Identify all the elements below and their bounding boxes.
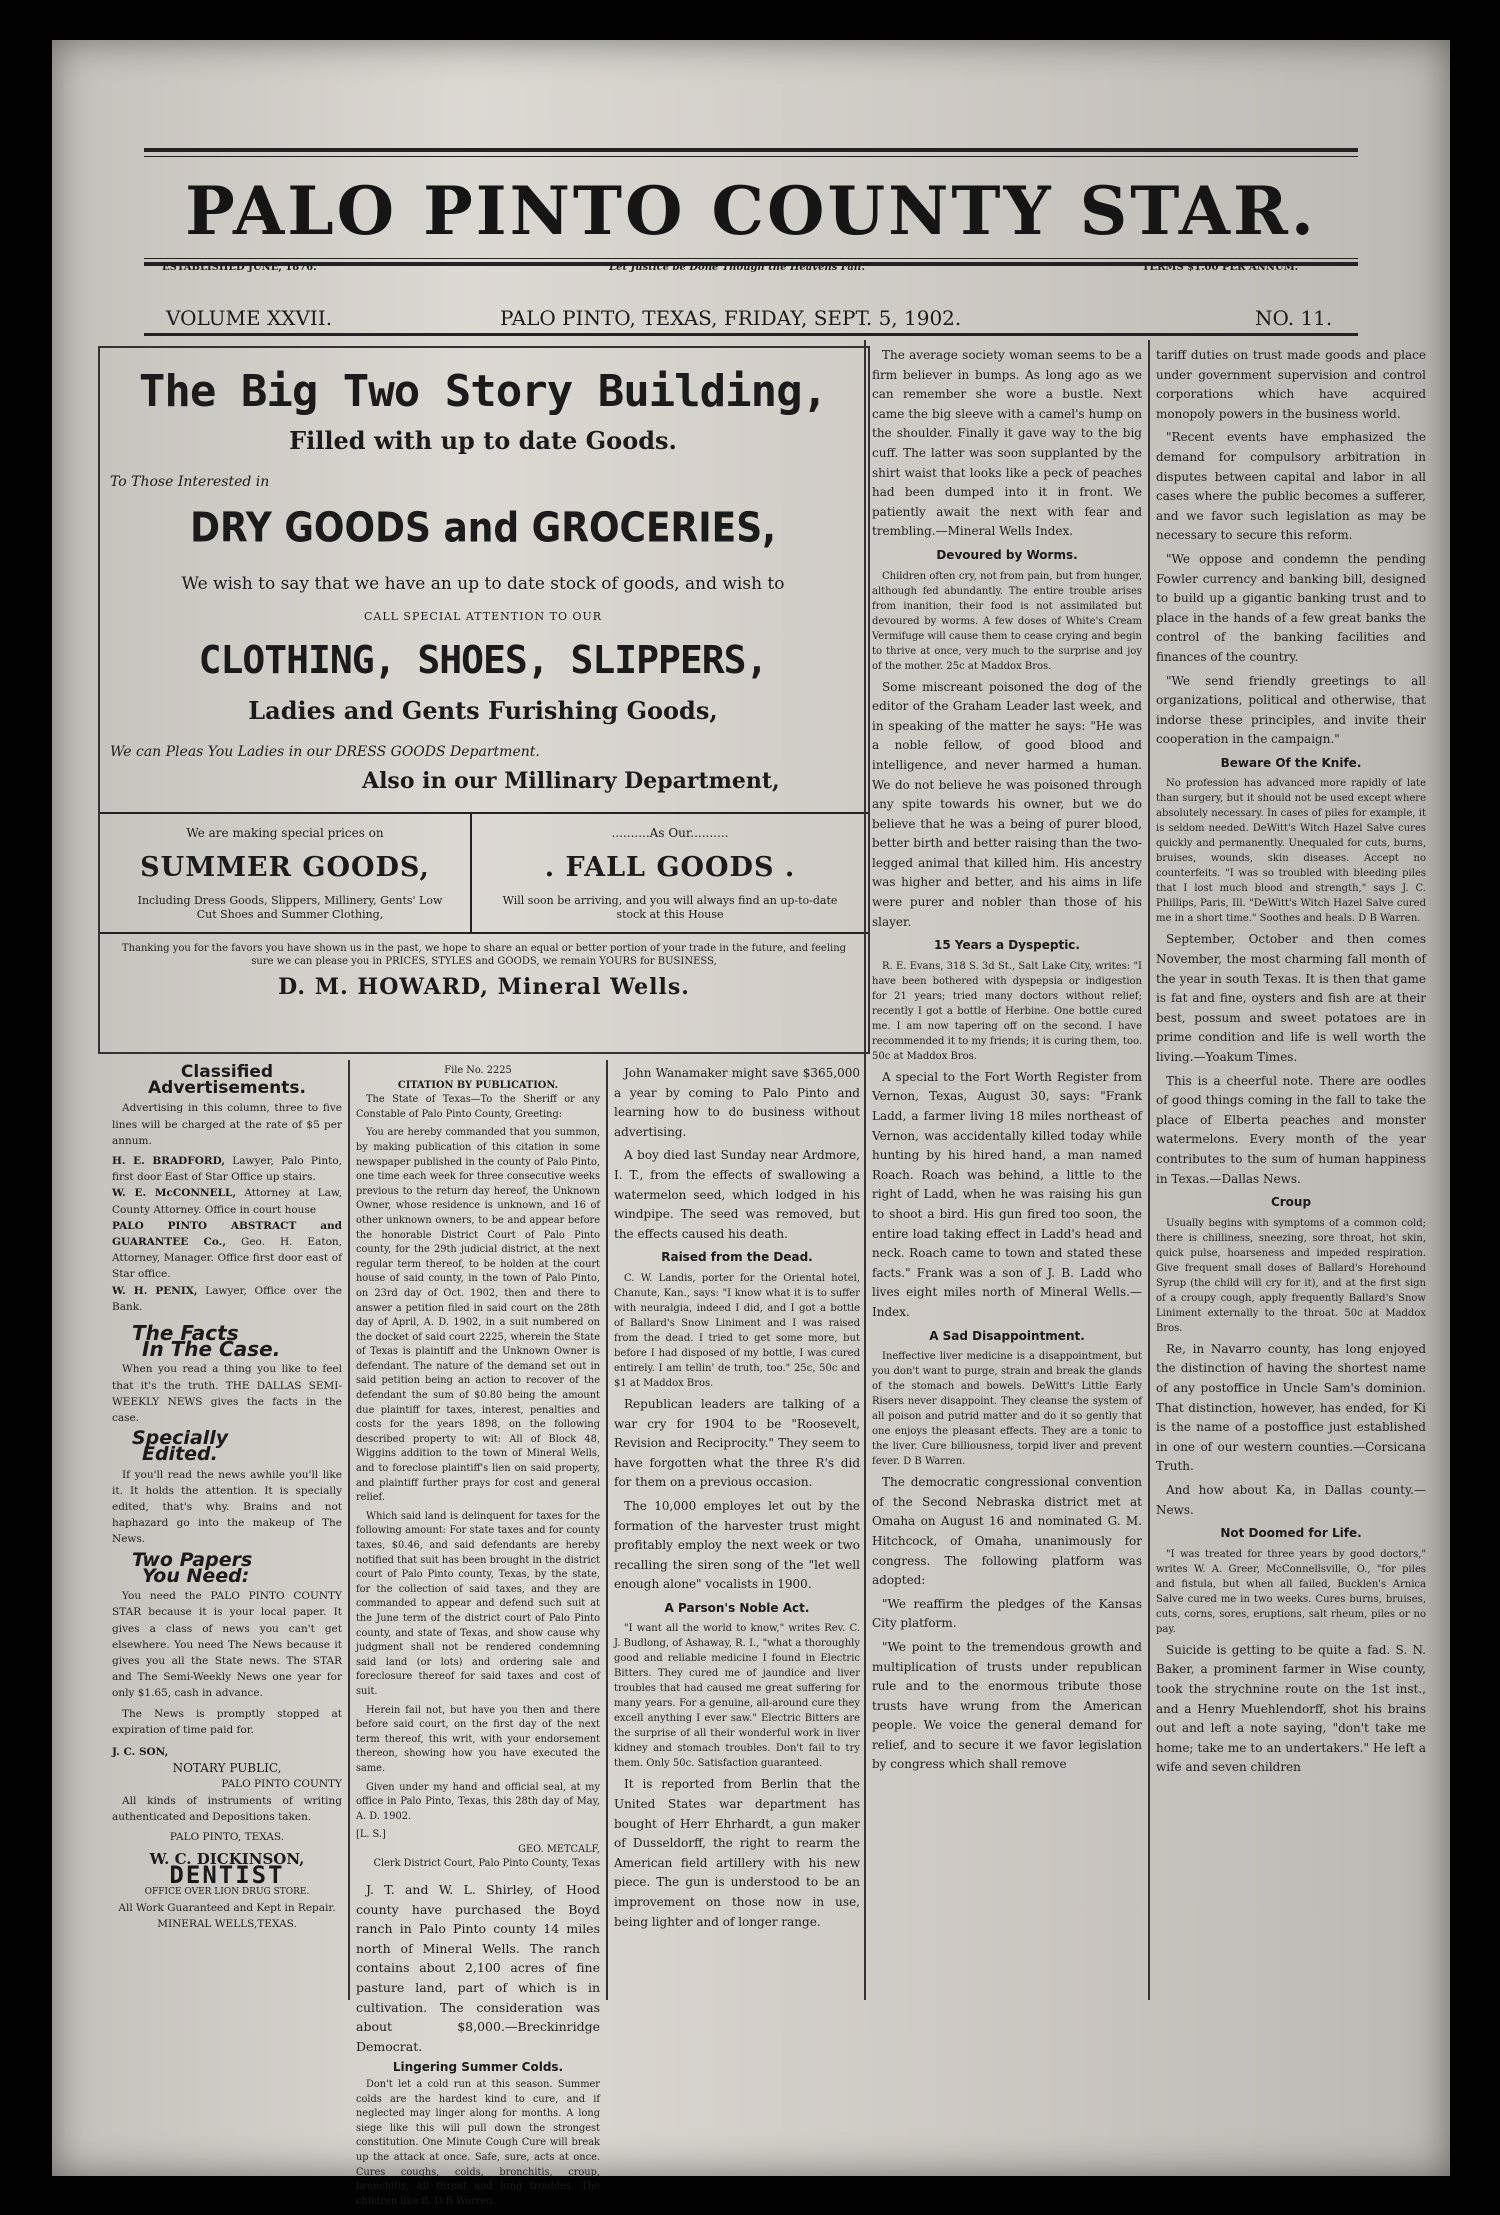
column-rule-3 (606, 1060, 608, 2000)
column-2 (356, 1064, 600, 2213)
classified-intro: Advertising in this column, three to five lines will be charged at the rate of $5 per annum. (112, 1102, 342, 1147)
classified-heading: Classified Advertisements. (148, 1062, 306, 1099)
terms: TERMS $1.00 PER ANNUM. (1142, 262, 1299, 273)
dyspeptic-heading: 15 Years a Dyspeptic. (934, 938, 1080, 953)
notary-body: All kinds of instruments of writing authenticated and Depositions taken. (112, 1794, 342, 1823)
navarro-item: Re, in Navarro county, has long enjoyed the distinction of having the shortest name of any postoffice in Uncle Sam's dominion. That distinction, however, has ended, for Ki is the name of a postoffice just established in one of our western counties.—Corsicana Truth. (1156, 1341, 1426, 1474)
tariff-item: tariff duties on trust made goods and place under government supervision and control corporations which have acquired monopoly powers in the business world. (1156, 348, 1426, 421)
employes-item: The 10,000 employes let out by the formation of the harvester trust might profitably employ the next week or two recalling the siren song of the "let well enough alone" vocalists in 1900. (614, 1498, 860, 1592)
dentist-office: OFFICE OVER LION DRUG STORE. (144, 1886, 310, 1897)
citation-file: File No. 2225 (444, 1065, 512, 1076)
recent-item: "Recent events have emphasized the demand for compulsory arbitration in disputes between capital and labor in all cases where the public becomes a sufferer, and we favor such legislation as may be necessary to secure this reform. (1156, 430, 1426, 543)
ad-dry-goods: DRY GOODS and GROCERIES, (190, 504, 776, 553)
ad-headline: The Big Two Story Building, (138, 366, 828, 417)
croup-body: Usually begins with symptoms of a common cold; there is chilliness, sneezing, sore throat, hot skin, quick pulse, hoarseness and impeded respiration. Give frequent small doses of Ballard's Horehound Syrup (the child will cry for it), and at the first sign of a croupy cough, apply frequently Ballard's Snow Liniment externally to the throat. 50c at Maddox Bros. (1156, 1217, 1426, 1334)
column-5 (1156, 346, 1426, 1782)
masthead-rule-top-thin (144, 156, 1358, 157)
issue-number: NO. 11. (1255, 306, 1333, 330)
card-penix: W. H. PENIX, Lawyer, Office over the Bank. (112, 1284, 342, 1313)
ad-line5: Also in our Millinary Department, (362, 768, 780, 794)
two-papers-heading-2: You Need: (142, 1564, 250, 1587)
ka-item: And how about Ka, in Dallas county.—News. (1156, 1482, 1426, 1517)
cheerful-item: This is a cheerful note. There are oodles of good things coming in the fall to take the place of Elberta peaches and monster watermelons. Every month of the year contributes to the sum of human happiness in Texas.—Dallas News. (1156, 1073, 1426, 1186)
masthead-rule-mid (144, 258, 1358, 259)
dentist-name: W. C. DICKINSON, (149, 1850, 305, 1869)
citation-clerk-title: Clerk District Court, Palo Pinto County, Texas (373, 1858, 600, 1870)
citation-heading: CITATION BY PUBLICATION. (397, 1079, 559, 1091)
wanamaker-item: John Wanamaker might save $365,000 a year by coming to Palo Pinto and learning how to do business without advertising. (614, 1066, 860, 1139)
suicide-item: Suicide is getting to be quite a fad. S. N. Baker, a prominent farmer in Wise county, took the strychnine route on the 1st inst., and a Henry Muehlendorff, shot his brains out and left a note saying, "don't take me home; take me to an undertakers." He left a wife and seven children (1156, 1642, 1426, 1775)
ad-fall-goods: . FALL GOODS . (544, 852, 796, 883)
ad-summer-goods: SUMMER GOODS, (140, 852, 430, 883)
citation-body-2: Which said land is delinquent for taxes for the following amount: For state taxes and for county taxes, $0.46, and said defendants are hereby notified that suit has been brought in the district court of Palo Pinto county, Texas, by the state, for the collection of said taxes, and they are commanded to appear and defend such suit at the June term of the district court of Palo Pinto county, and state of Texas, and show cause why judgment shall not be rendered condemning said land (or lots) and ordering sale and foreclosure thereof for said taxes and cost of suit. (356, 1510, 600, 1697)
ad-sub2: To Those Interested in (110, 474, 270, 490)
oppose-item: "We oppose and condemn the pending Fowler currency and banking bill, designed to build up a gigantic banking trust and to place in the hands of a few great banks the control of the banking facilities and finances of the country. (1156, 551, 1426, 664)
two-papers-note: The News is promptly stopped at expiration of time paid for. (112, 1707, 342, 1736)
notary-title: NOTARY PUBLIC, (172, 1761, 282, 1776)
berlin-item: It is reported from Berlin that the United States war department has bought of Herr Ehrhardt, a gun maker of Dusseldorff, the right to rearm the American field artillery with his new piece. The gun is understood to be an improvement on those now in use, being lighter and of longer range. (614, 1777, 860, 1929)
colds-body: Don't let a cold run at this season. Summer colds are the hardest kind to cure, and if neglected may linger along for months. A long siege like this will pull down the strongest constitution. One Minute Cough Cure will break up the attack at once. Safe, sure, acts at once. Cures coughs, colds, bronchitis, croup, bronchitis, all throat and lung troubles. The children like it. D B Warren. (356, 2079, 600, 2207)
edited-body: If you'll read the news awhile you'll like it. It holds the attention. It is specially edited, that's why. Brains and not haphazard go into the makeup of The News. (112, 1468, 342, 1546)
card-abstract: PALO PINTO ABSTRACT and GUARANTEE Co., Geo. H. Eaton, Attorney, Manager. Office first door east of Star office. (112, 1219, 342, 1281)
masthead-rule-top (144, 148, 1358, 152)
dentist-title: DENTIST (169, 1861, 285, 1890)
republican-item: Republican leaders are talking of a war cry for 1904 to be "Roosevelt, Revision and Reciprocity." They seem to have forgotten what the three R's did for them on a previous occasion. (614, 1396, 860, 1490)
platform-1: "We reaffirm the pledges of the Kansas City platform. (872, 1596, 1142, 1631)
facts-body: When you read a thing you like to feel that it's the truth. THE DALLAS SEMI-WEEKLY NEWS gives the facts in the case. (112, 1363, 342, 1425)
dog-item: Some miscreant poisoned the dog of the editor of the Graham Leader last week, and in speaking of the matter he says: "He was a noble fellow, of good blood and intelligence, and never harmed a human. We do not believe he was poisoned through any spite towards his owner, but we do believe that he was a being of purer blood, better birth and better raising than the two-legged animal that killed him. His ancestry was higher and better, and his aims in life were purer and nobler than those of his slayer. (872, 679, 1142, 929)
established-line: ESTABLISHED JUNE, 1876. (162, 262, 317, 273)
platform-2: "We point to the tremendous growth and multiplication of trusts under republican rule and to the enormous tribute those trusts have wrung from the American people. We voice the general demand for relief, and to secure it we favor legislation by congress which shall remove (872, 1639, 1142, 1772)
newspaper-title: PALO PINTO COUNTY STAR. (185, 172, 1317, 250)
citation-body: You are hereby commanded that you summon, by making publication of this citation in some newspaper published in the county of Palo Pinto, one time each week for three consecutive weeks previous to the return day hereof, the Unknown Owner, whose residence is unknown, and 16 of other unknown owners, to be and appear before the honorable District Court of Palo Pinto county, for the 29th judicial district, at the next regular term thereof, to be holden at the court house of said county, in the town of Palo Pinto, on 23rd day of Oct. 1902, then and there to answer a petition filed in said court on the 28th day of April, A. D. 1902, in a suit numbered on the docket of said court 2225, wherein the State of Texas is plaintiff and the Unknown Owner is defendant. The nature of the demand set out in said petition being an action to recover of the defendant the sum of $0.80 being the amount due plaintiff for taxes, interest, penalties and costs for the years 1898, on the following described property to wit: All of Block 48, Wiggins addition to the town of Mineral Wells, and to foreclose plaintiff's lien on said property, and plaintiff further prays for cost and general relief. (356, 1127, 600, 1504)
worms-heading: Devoured by Worms. (936, 547, 1078, 562)
knife-heading: Beware Of the Knife. (1220, 755, 1362, 770)
howard-advertisement (98, 346, 870, 1054)
greetings-item: "We send friendly greetings to all organizations, political and otherwise, that indorse these principles, and invite their cooperation in the campaign." (1156, 673, 1426, 747)
column-rule-4 (864, 340, 866, 2000)
column-4 (872, 346, 1142, 1779)
facts-heading-2: In The Case. (142, 1337, 281, 1362)
dentist-town: MINERAL WELLS,TEXAS. (157, 1917, 297, 1930)
raised-body: C. W. Landis, porter for the Oriental hotel, Chanute, Kan., says: "I know what it is to suffer with neuralgia, indeed I did, and I got a bottle of Ballard's Snow Liniment and I was raised from the dead. I tried to get some more, but before I had disposed of my bottle, I was cured entirely. I am tellin' de truth, too." 25c, 50c and $1 at Maddox Bros. (614, 1272, 860, 1389)
ad-line3: Ladies and Gents Furishing Goods, (248, 696, 718, 725)
citation-body-3: Herein fail not, but have you then and there before said court, on the first day of the next term thereof, this writ, with your endorsement thereon, showing how you have executed the same. (356, 1704, 600, 1774)
card-bradford: H. E. BRADFORD, Lawyer, Palo Pinto, first door East of Star Office up stairs. (112, 1155, 342, 1184)
ad-line4: We can Pleas You Ladies in our DRESS GOODS Department. (110, 744, 540, 760)
ad-right-small: Will soon be arriving, and you will always find an up-to-date stock at this House (502, 894, 838, 921)
dateline-rule (144, 333, 1358, 336)
doomed-body: "I was treated for three years by good doctors," writes W. A. Greer, McConnellsville, O., "for piles and fistula, but when all failed, Bucklen's Arnica Salve cured me in two weeks. Cures burns, bruises, cuts, corns, sores, eruptions, salt rheum, piles or no pay. (1156, 1548, 1426, 1635)
citation-clerk: GEO. METCALF, (518, 1843, 600, 1855)
ad-sub1: Filled with up to date Goods. (289, 426, 677, 455)
colds-heading: Lingering Summer Colds. (392, 2060, 564, 2075)
ad-line2: CALL SPECIAL ATTENTION TO OUR (363, 610, 603, 623)
ad-signature: D. M. HOWARD, Mineral Wells. (278, 974, 690, 1000)
citation-seal: [L. S.] (356, 1829, 386, 1841)
dateline: PALO PINTO, TEXAS, FRIDAY, SEPT. 5, 1902. (500, 306, 962, 330)
column-rule-2 (348, 1060, 350, 2000)
facts-heading-1: The Facts (132, 1321, 239, 1346)
column-1 (112, 1064, 342, 1932)
citation-body-4: Given under my hand and official seal, at my office in Palo Pinto, Texas, this 28th day of May, A. D. 1902. (356, 1781, 600, 1822)
sad-heading: A Sad Disappointment. (929, 1328, 1085, 1343)
newspaper-page (52, 40, 1450, 2207)
ad-clothing: CLOTHING, SHOES, SLIPPERS, (198, 638, 768, 682)
citation-to: The State of Texas—To the Sheriff or any Constable of Palo Pinto County, Greeting: (356, 1094, 600, 1120)
ad-left-small: Including Dress Goods, Slippers, Millinery, Gents' Low Cut Shoes and Summer Clothing, (137, 894, 443, 921)
volume: VOLUME XXVII. (166, 306, 333, 330)
edited-heading-2: Edited. (142, 1443, 218, 1466)
croup-heading: Croup (1270, 1195, 1312, 1210)
ad-left-top: We are making special prices on (186, 826, 384, 840)
september-item: September, October and then comes November, the most charming fall month of the year in south Texas. It is then that game is fat and fine, oysters and fish are at their best, possum and sweet potatoes are in prime condition and life is well worth the living.—Yoakum Times. (1156, 932, 1426, 1065)
ad-line1: We wish to say that we have an up to date stock of goods, and wish to (181, 574, 785, 594)
two-papers-heading-1: Two Papers (132, 1548, 253, 1571)
doomed-heading: Not Doomed for Life. (1220, 1526, 1362, 1541)
sad-body: Ineffective liver medicine is a disappointment, but you don't want to purge, strain and break the glands of the stomach and bowels. DeWitt's Little Early Risers never disappoint. They cleanse the system of all poison and putrid matter and do it so gently that one enjoys the pleasant effects. They are a tonic to the liver. Cure billiousness, torpid liver and prevent fever. D B Warren. (872, 1351, 1142, 1468)
parson-heading: A Parson's Noble Act. (664, 1600, 810, 1615)
parson-body: "I want all the world to know," writes Rev. C. J. Budlong, of Ashaway, R. I., "what a thoroughly good and reliable medicine I found in Electric Bitters. They cured me of jaundice and liver troubles that had caused me great suffering for many years. For a genuine, all-around cure they excell anything I ever saw." Electric Bitters are the surprise of all their wonderful work in liver kidney and stomach troubles. Don't fail to try them. Only 50c. Satisfaction guaranteed. (614, 1623, 860, 1770)
ad-divider (100, 812, 868, 814)
two-papers-body: You need the PALO PINTO COUNTY STAR because it is your local paper. It gives a class of news you can't get elsewhere. You need The News because it gives you all the State news. The STAR and The Semi-Weekly News one year for only $1.65, cash in advance. (112, 1590, 342, 1700)
shirley-item: J. T. and W. L. Shirley, of Hood county have purchased the Boyd ranch in Palo Pinto county 14 miles north of Mineral Wells. The ranch contains about 2,100 acres of fine pasture land, part of which is in cultivation. The consideration was about $8,000.—Breckinridge Democrat. (356, 1882, 600, 2054)
column-rule-5 (1148, 340, 1150, 2000)
woman-item: The average society woman seems to be a firm believer in bumps. As long ago as we can remember she wore a bustle. Next came the big sleeve with a camel's hump on the shoulder. Finally it gave way to the big cuff. The latter was soon supplanted by the shirt waist that looks like a peck of peaches had been dumped into it in front. We patiently await the next with fear and trembling.—Mineral Wells Index. (872, 348, 1142, 539)
notary-name: J. C. SON, (112, 1745, 169, 1758)
notary-town: PALO PINTO, TEXAS. (169, 1830, 285, 1843)
notary-place: PALO PINTO COUNTY (221, 1778, 342, 1791)
ad-divider-2 (100, 932, 868, 934)
dentist-body: All Work Guaranteed and Kept in Repair. (118, 1901, 336, 1914)
vernon-item: A special to the Fort Worth Register from Vernon, Texas, August 30, says: "Frank Ladd, a farmer living 18 miles northeast of Vernon, was accidentally killed today while hunting by his hired hand, a man named Roach. Roach was behind, a little to the right of Ladd, when he was raising his gun to shoot a bird. His gun fired too soon, the entire load taking effect in Ladd's head and neck. Roach came to town and stated these facts." Frank was a son of J. B. Ladd who lives eight miles north of Mineral Wells.—Index. (872, 1069, 1142, 1319)
raised-heading: Raised from the Dead. (661, 1250, 813, 1265)
column-3 (614, 1064, 860, 1936)
edited-heading-1: Specially (132, 1427, 229, 1450)
knife-body: No profession has advanced more rapidly of late than surgery, but it should not be used except where absolutely necessary. In cases of piles for example, it is seldom needed. DeWitt's Witch Hazel Salve cures quickly and permanently. Unequaled for cuts, burns, bruises, wounds, skin diseases. Accept no counterfeits. "I was so troubled with bleeding piles that I lost much blood and strength," says J. C. Phillips, Paris, Ill. "DeWitt's Witch Hazel Salve cured me in a short time." Soothes and heals. D B Warren. (1156, 778, 1426, 925)
card-mcconnell: W. E. McCONNELL, Attorney at Law, County Attorney. Office in court house (112, 1187, 342, 1216)
dyspeptic-body: R. E. Evans, 318 S. 3d St., Salt Lake City, writes: "I have been bothered with dyspepsia or indigestion for 21 years; tried many doctors without relief; recently I got a bottle of Herbine. One bottle cured me. I am now tapering off on the second. I have recommended it to my friends; it is curing them, too. 50c at Maddox Bros. (872, 960, 1142, 1062)
worms-body: Children often cry, not from pain, but from hunger, although fed abundantly. The entire trouble arises from inanition, their food is not assimilated but devoured by worms. A few doses of White's Cream Vermifuge will cause them to cease crying and begin to thrive at once, very much to the surprise and joy of the mother. 25c at Maddox Bros. (872, 570, 1142, 672)
ad-right-top: ..........As Our.......... (611, 826, 729, 840)
ad-thanks: Thanking you for the favors you have shown us in the past, we hope to share an equal or better portion of your trade in the future, and feeling sure we can please you in PRICES, STYLES and GOODS, we remain YOURS for BUSINESS, (121, 943, 847, 967)
convention-item: The democratic congressional convention of the Second Nebraska district met at Omaha on August 16 and nominated G. M. Hitchcock, of Omaha, unanimously for congress. The following platform was adopted: (872, 1475, 1142, 1588)
boy-item: A boy died last Sunday near Ardmore, I. T., from the effects of swallowing a watermelon seed, which lodged in his windpipe. The seed was removed, but the effects caused his death. (614, 1148, 860, 1241)
motto: "Let Justice be Done Though the Heavens Fall." (603, 262, 871, 273)
